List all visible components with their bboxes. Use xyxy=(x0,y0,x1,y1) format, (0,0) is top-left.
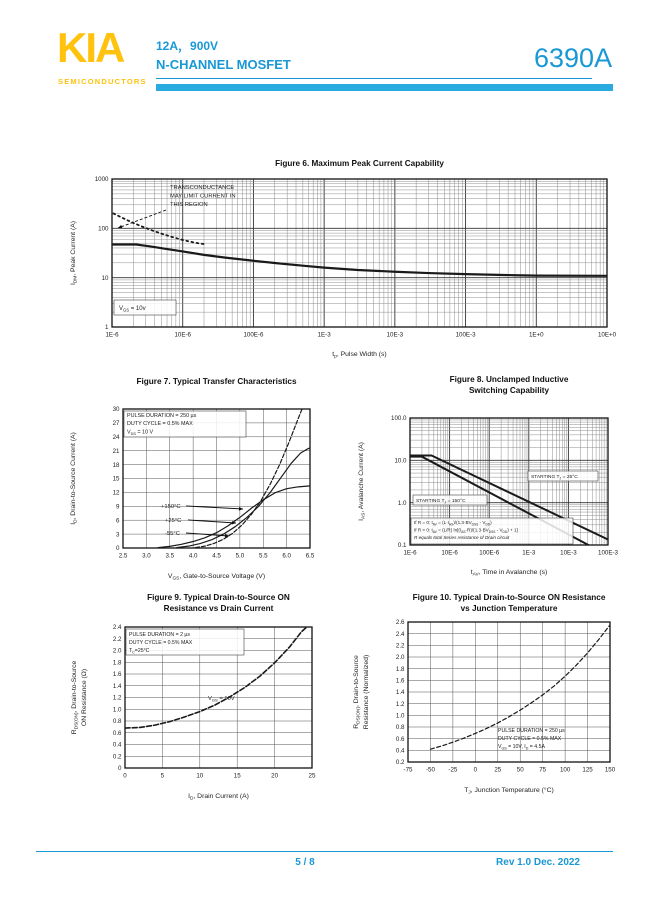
svg-text:6.5: 6.5 xyxy=(305,552,315,560)
svg-text:3: 3 xyxy=(116,531,120,539)
svg-text:15: 15 xyxy=(112,475,120,483)
svg-text:TC=25°C: $T_C=25^\circ C$ xyxy=(129,648,150,655)
svg-text:PULSE DURATION = 250 µs: PULSE DURATION = 250 µs xyxy=(498,728,565,734)
svg-text:25: 25 xyxy=(494,766,502,774)
svg-text:10: 10 xyxy=(101,274,109,282)
svg-text:Figure 9. Typical Drain-to-S: Figure 9. Typical Drain-to-Source ON xyxy=(147,593,290,602)
svg-text:1.8: 1.8 xyxy=(112,659,122,667)
svg-text:5: 5 xyxy=(160,772,165,780)
svg-text:Figure 6. Maximum Peak Current: Figure 6. Maximum Peak Current Capability xyxy=(275,159,444,168)
svg-text:100E-6: 100E-6 xyxy=(479,549,500,557)
svg-text:IDM, Peak Current (A): $I_{DM}$, Peak Current (A) xyxy=(70,220,79,286)
svg-text:tp, Pulse Width (s): $t_p$, Pulse Width (s) xyxy=(332,351,387,360)
svg-text:RDS(ON), Drain-to-Source: $R_{DS(ON)}$, Drain-to-Source xyxy=(71,660,80,735)
figure-8-unclamped-inductive-switching-chart xyxy=(348,372,638,588)
svg-text:4.0: 4.0 xyxy=(188,552,198,560)
svg-text:If R = 0: tAV = (L·IAS)/(1.3·B: If R = 0: $t_{AV} = (L\cdot I_{AS})/(1.3\cdot BV_{DSS} - V_{DD})$ xyxy=(414,520,492,527)
svg-text:1.2: 1.2 xyxy=(395,700,405,708)
svg-text:10E-3: 10E-3 xyxy=(386,331,404,339)
svg-text:1: 1 xyxy=(105,324,109,332)
svg-text:1.8: 1.8 xyxy=(395,665,405,673)
svg-text:10.0: 10.0 xyxy=(394,457,407,465)
svg-text:vs Junction Temperature: vs Junction Temperature xyxy=(460,604,558,613)
svg-text:100: 100 xyxy=(98,225,109,233)
svg-text:10E+0: 10E+0 xyxy=(597,331,617,339)
svg-text:15: 15 xyxy=(233,772,241,780)
svg-text:-50: -50 xyxy=(425,766,435,774)
device-type: N-CHANNEL MOSFET xyxy=(156,57,291,72)
svg-text:-25: -25 xyxy=(448,766,458,774)
svg-text:5.0: 5.0 xyxy=(235,552,245,560)
svg-text:0: 0 xyxy=(116,545,120,553)
svg-text:100E-6: 100E-6 xyxy=(243,331,264,339)
svg-text:12: 12 xyxy=(112,489,120,497)
svg-text:1E-6: 1E-6 xyxy=(105,331,119,339)
svg-text:-55°C: -55°C xyxy=(165,531,180,537)
svg-text:tAV, Time in Avalanche (s): $t_{AV}$, Time in Avalanche (s) xyxy=(470,569,548,578)
svg-text:30: 30 xyxy=(112,406,120,414)
svg-text:Resistance vs Drain Current: Resistance vs Drain Current xyxy=(163,604,274,613)
svg-text:10E-6: 10E-6 xyxy=(174,331,191,339)
svg-text:1.6: 1.6 xyxy=(112,671,122,679)
svg-text:+150°C: +150°C xyxy=(161,504,181,510)
svg-text:IAS, Avalanche Current (A): $I_{AS}$, Avalanche Current (A) xyxy=(358,442,367,521)
svg-text:0.6: 0.6 xyxy=(395,735,405,743)
svg-text:1.0: 1.0 xyxy=(397,499,407,507)
svg-text:2.4: 2.4 xyxy=(112,624,122,632)
svg-text:ON Resistance (Ω): ON Resistance (Ω) xyxy=(81,668,88,727)
peak-current-capability-curve xyxy=(112,245,607,276)
svg-text:0: 0 xyxy=(118,765,122,773)
transconductance-limit-curve xyxy=(114,213,206,244)
svg-text:VGS = 10v: $V_{GS} = 10v$ xyxy=(119,306,146,313)
svg-text:2.2: 2.2 xyxy=(112,635,122,643)
svg-text:Figure 7. Typical Transfer Cha: Figure 7. Typical Transfer Characteristics xyxy=(136,377,297,386)
svg-text:0.8: 0.8 xyxy=(112,718,122,726)
svg-text:0.6: 0.6 xyxy=(112,729,122,737)
svg-text:1.4: 1.4 xyxy=(112,682,122,690)
svg-text:ID, Drain Current (A): $I_D$, Drain Current (A) xyxy=(188,793,249,802)
svg-text:150: 150 xyxy=(604,766,616,774)
part-number: 6390A xyxy=(534,43,613,73)
svg-text:VGS = 10V, ID = 4.5A: $V_{GS} = 10V$, $I_D = 4.5A$ xyxy=(498,744,545,751)
svg-text:6: 6 xyxy=(116,517,120,525)
svg-text:0.4: 0.4 xyxy=(395,747,405,755)
svg-text:75: 75 xyxy=(539,766,547,774)
header-accent-bar xyxy=(156,84,613,91)
kia-logo: KIA xyxy=(57,24,124,71)
svg-text:R equals total Series resistan: R equals total Series resistance of Drain circuit xyxy=(414,534,510,540)
svg-text:RDS(ON), Drain-to-Source: $R_{DS(ON)}$, Drain-to-Source xyxy=(353,655,362,729)
svg-text:Figure 8. Unclamped Inductive: Figure 8. Unclamped Inductive xyxy=(449,375,569,384)
svg-text:100E-3: 100E-3 xyxy=(598,549,618,557)
device-rating: 12A，900V xyxy=(156,39,219,53)
transfer-curve-150C xyxy=(158,486,310,548)
svg-text:1.2: 1.2 xyxy=(112,694,122,702)
svg-text:PULSE DURATION = 2 µs: PULSE DURATION = 2 µs xyxy=(129,632,190,638)
svg-text:10E-6: 10E-6 xyxy=(441,549,458,557)
svg-text:100E-3: 100E-3 xyxy=(455,331,476,339)
svg-text:1.0: 1.0 xyxy=(395,712,405,720)
svg-text:STARTING TJ = 150°C: STARTING $T_J = 150^\circ C$ xyxy=(416,499,466,505)
svg-text:6.0: 6.0 xyxy=(282,552,291,560)
svg-text:VDS = 10 V: $V_{DS} = 10$ V xyxy=(127,429,154,436)
svg-text:1000: 1000 xyxy=(94,176,109,184)
svg-text:-75: -75 xyxy=(403,766,413,774)
svg-text:9: 9 xyxy=(116,503,120,511)
svg-text:THIS REGION: THIS REGION xyxy=(170,202,208,209)
svg-text:0: 0 xyxy=(473,766,478,774)
svg-text:3.0: 3.0 xyxy=(142,552,151,560)
svg-text:Resistance (Normalized): Resistance (Normalized) xyxy=(363,654,370,730)
logo-subtitle: SEMICONDUCTORS xyxy=(58,77,147,86)
footer-rule xyxy=(36,851,613,852)
svg-text:DUTY CYCLE = 0.5% MAX: DUTY CYCLE = 0.5% MAX xyxy=(127,421,193,428)
figure-9-rdson-vs-drain-current-chart xyxy=(60,590,332,806)
svg-text:2.6: 2.6 xyxy=(395,619,405,627)
svg-text:DUTY CYCLE = 0.5% MAX: DUTY CYCLE = 0.5% MAX xyxy=(498,736,562,742)
transfer-curve-25C xyxy=(177,448,310,548)
svg-text:1.4: 1.4 xyxy=(395,689,405,697)
svg-text:0.2: 0.2 xyxy=(112,753,122,761)
svg-text:VGS, Gate-to-Source Voltage (V: $V_{GS}$, Gate-to-Source Voltage (V) xyxy=(167,573,266,582)
revision-label: Rev 1.0 Dec. 2022 xyxy=(496,857,580,868)
svg-text:DUTY CYCLE = 0.5% MAX: DUTY CYCLE = 0.5% MAX xyxy=(129,640,193,646)
svg-text:100: 100 xyxy=(559,766,571,774)
header-rule xyxy=(156,78,592,79)
svg-text:MAY LIMIT CURRENT IN: MAY LIMIT CURRENT IN xyxy=(170,193,236,200)
svg-text:TRANSCONDUCTANCE: TRANSCONDUCTANCE xyxy=(170,185,235,191)
svg-text:Switching Capability: Switching Capability xyxy=(468,386,550,395)
svg-text:20: 20 xyxy=(271,772,279,780)
device-description xyxy=(156,37,291,72)
svg-text:2.0: 2.0 xyxy=(395,654,405,662)
svg-text:VGS = 10V: $V_{GS} = 10V$ xyxy=(208,696,235,703)
svg-text:0.1: 0.1 xyxy=(397,542,407,550)
svg-text:ID, Drain-to-Source Current (A: $I_D$, Drain-to-Source Current (A) xyxy=(70,432,79,525)
svg-text:27: 27 xyxy=(112,420,120,428)
svg-text:1E-3: 1E-3 xyxy=(317,331,331,339)
svg-text:10: 10 xyxy=(196,772,204,780)
svg-text:3.5: 3.5 xyxy=(165,552,175,560)
svg-text:2.0: 2.0 xyxy=(112,647,122,655)
svg-text:0: 0 xyxy=(123,772,127,780)
svg-text:21: 21 xyxy=(112,447,120,455)
svg-text:PULSE DURATION = 250 µs: PULSE DURATION = 250 µs xyxy=(127,413,197,419)
svg-text:5.5: 5.5 xyxy=(258,552,268,560)
svg-text:25: 25 xyxy=(308,772,316,780)
svg-text:125: 125 xyxy=(582,766,593,774)
fig6-series xyxy=(112,213,607,275)
svg-text:2.5: 2.5 xyxy=(118,552,128,560)
svg-text:TJ, Junction Temperature (°C): $T_J$, Junction Temperature (°C) xyxy=(464,787,554,796)
svg-text:0.8: 0.8 xyxy=(395,724,405,732)
svg-text:1.0: 1.0 xyxy=(112,706,122,714)
page-number: 5 / 8 xyxy=(295,857,315,868)
svg-text:10E-3: 10E-3 xyxy=(560,549,577,557)
svg-text:1E-3: 1E-3 xyxy=(522,549,536,557)
svg-text:18: 18 xyxy=(112,461,120,469)
figure-6-max-peak-current-chart xyxy=(62,153,620,367)
svg-text:24: 24 xyxy=(112,434,120,441)
figure-7-transfer-characteristics-chart xyxy=(60,372,332,588)
svg-text:100.0: 100.0 xyxy=(391,415,407,423)
svg-text:Figure 10. Typical Drain-to-S: Figure 10. Typical Drain-to-Source ON Resistance xyxy=(412,593,606,602)
svg-text:1E-6: 1E-6 xyxy=(403,549,417,557)
svg-text:1E+0: 1E+0 xyxy=(528,331,544,339)
svg-text:STARTING TJ = 25°C: STARTING $T_J = 25^\circ C$ xyxy=(531,475,578,481)
svg-text:+25°C: +25°C xyxy=(165,518,182,524)
svg-text:2.4: 2.4 xyxy=(395,630,405,638)
svg-text:0.2: 0.2 xyxy=(395,759,405,767)
svg-text:4.5: 4.5 xyxy=(212,552,221,560)
svg-text:0.4: 0.4 xyxy=(112,741,122,749)
svg-text:50: 50 xyxy=(516,766,524,774)
svg-text:2.2: 2.2 xyxy=(395,642,405,650)
svg-text:1.6: 1.6 xyxy=(395,677,405,685)
figure-10-rdson-vs-junction-temperature-chart xyxy=(348,590,640,806)
svg-text:If R > 0: tAV = (L/R) ln[(IAS·: If R > 0: $t_{AV} = (L/R)$ $\ln[(I_{AS}\cdot R)/(1.3\cdot BV_{DSS} - V_{DD}) + 1]$ xyxy=(414,527,518,534)
